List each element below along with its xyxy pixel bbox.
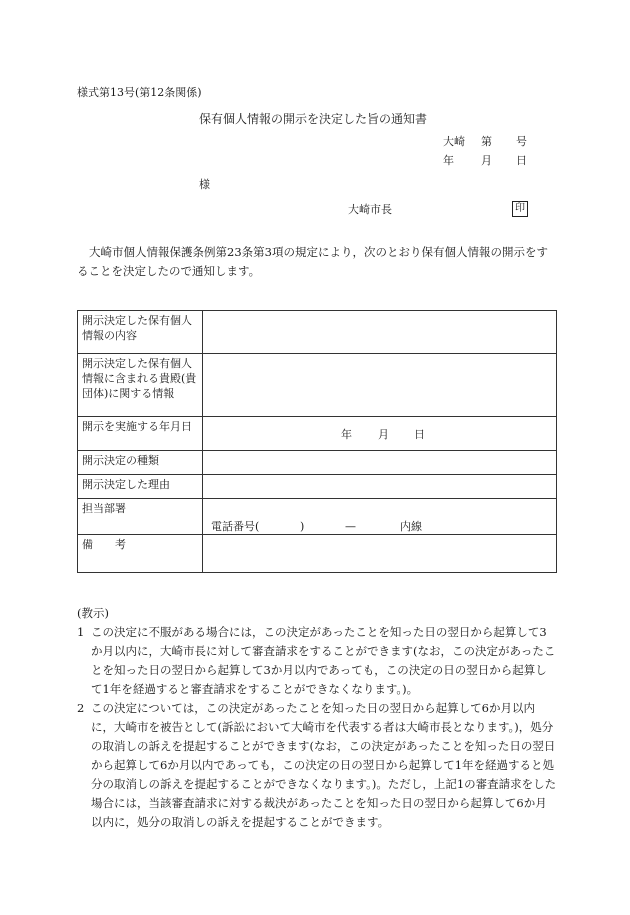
table-row: [78, 535, 557, 573]
row-value-remarks: [203, 535, 557, 573]
instruction-text: この決定については，この決定があったことを知った日の翌日から起算して6か月以内に，大崎市を被告として(訴訟において大崎市を代表する者は大崎市長となります。)，処分の取消しの訴えを提起することができます(なお，この決定があったことを知った日の翌日から起算して6か月以内であっても，この決定の日の翌日から起算して1年を経過すると処分の取消しの訴えを提起することができなくなります。)。ただし，上記1の審査請求をした場合には，当該審査請求に対する裁決があったことを知った日の翌日から起算して6か月以内に，処分の取消しの訴えを提起することができます。: [91, 701, 557, 829]
instruction-item: [77, 699, 557, 832]
instruction-number: 1: [77, 625, 85, 639]
seal-stamp: 印: [512, 201, 528, 217]
ref-dai: 第: [481, 135, 492, 148]
impl-year: 年: [341, 428, 352, 441]
form-number: 様式第13号(第12条関係): [77, 86, 202, 99]
row-label-related-info: 開示決定した保有個人情報に含まれる貴殿(貴団体)に関する情報: [78, 354, 203, 417]
row-value-related-info: [203, 354, 557, 417]
row-label-reason: 開示決定した理由: [78, 475, 203, 499]
row-label-content: 開示決定した保有個人情報の内容: [78, 311, 203, 354]
instruction-text: この決定に不服がある場合には，この決定があったことを知った日の翌日から起算して3か月以内に，大崎市長に対して審査請求をすることができます(なお，この決定があったことを知った日の翌日から起算して3か月以内であっても，この決定の日の翌日から起算して1年を経過すると審査請求をすることができなくなります。)。: [91, 625, 556, 696]
phone-dash: —: [345, 520, 356, 533]
row-label-date: 開示を実施する年月日: [78, 417, 203, 451]
date-day: 日: [516, 154, 527, 167]
table-row: [78, 499, 557, 535]
phone-label: 電話番号(: [211, 520, 260, 533]
disclosure-table: [77, 310, 557, 573]
date-year: 年: [443, 154, 454, 167]
ref-issuer: 大崎: [443, 135, 465, 148]
ref-go: 号: [516, 135, 527, 148]
issuer-name: 大崎市長: [348, 203, 392, 216]
row-value-reason: [203, 475, 557, 499]
date-month: 月: [481, 154, 492, 167]
phone-extension: 内線: [400, 520, 422, 533]
phone-close: ): [300, 520, 305, 533]
instructions-heading: (教示): [77, 606, 109, 620]
row-value-content: [203, 311, 557, 354]
instructions: [77, 604, 557, 832]
row-value-date: [203, 417, 557, 451]
table-row: [78, 417, 557, 451]
table-row: [78, 311, 557, 354]
impl-day: 日: [414, 428, 425, 441]
table-row: [78, 475, 557, 499]
impl-month: 月: [378, 428, 389, 441]
instruction-item: [77, 623, 557, 699]
row-label-department: 担当部署: [78, 499, 203, 535]
table-row: [78, 451, 557, 475]
addressee-suffix: 様: [199, 178, 210, 191]
row-value-type: [203, 451, 557, 475]
row-label-type: 開示決定の種類: [78, 451, 203, 475]
row-value-department: [203, 499, 557, 535]
instruction-number: 2: [77, 701, 85, 715]
document-title: 保有個人情報の開示を決定した旨の通知書: [199, 112, 428, 126]
row-label-remarks: 備 考: [78, 535, 203, 573]
intro-paragraph: 大崎市個人情報保護条例第23条第3項の規定により，次のとおり保有個人情報の開示をすることを決定したので通知します。: [77, 245, 548, 278]
table-row: [78, 354, 557, 417]
